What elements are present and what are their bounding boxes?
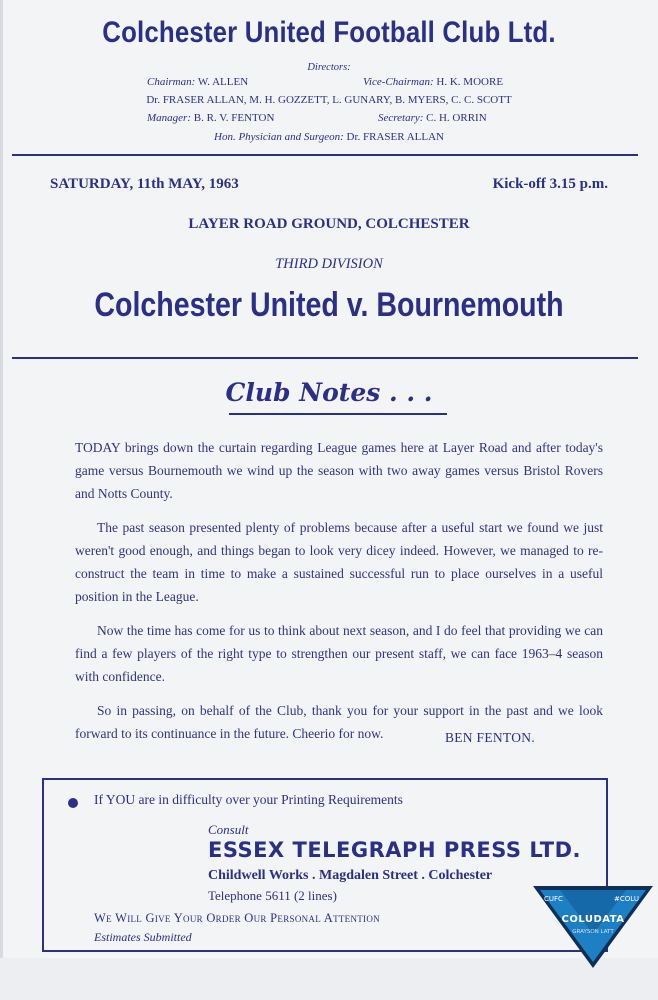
advert-promise: We Will Give Your Order Our Personal Attention xyxy=(94,911,380,925)
printing-advert xyxy=(42,778,608,952)
chairman-line xyxy=(147,76,248,88)
manager-name: B. R. V. FENTON xyxy=(193,112,275,124)
page-edge xyxy=(0,0,3,1000)
advert-company: ESSEX TELEGRAPH PRESS LTD. xyxy=(208,838,581,862)
coludata-logo-icon xyxy=(530,882,656,970)
logo-text-name: COLUDATA xyxy=(561,914,625,925)
directors-label: Directors: xyxy=(307,62,351,73)
secretary-label: Secretary: xyxy=(378,112,424,124)
club-notes-body xyxy=(75,436,603,756)
vice-chairman-name: H. K. MOORE xyxy=(436,76,504,88)
logo-text-colu: #COLU xyxy=(614,895,639,903)
logo-text-cufc: CUFC xyxy=(544,895,563,903)
advert-consult: Consult xyxy=(208,822,249,837)
vice-chairman-label: Vice-Chairman: xyxy=(363,76,434,88)
manager-label: Manager: xyxy=(147,112,191,124)
division-label: THIRD DIVISION xyxy=(275,256,383,272)
secretary-line xyxy=(378,112,487,124)
secretary-name: C. H. ORRIN xyxy=(426,112,487,124)
club-title: Colchester United Football Club Ltd. xyxy=(102,16,556,49)
board-members: Dr. FRASER ALLAN, M. H. GOZZETT, L. GUNARY, B. MYERS, C. C. SCOTT xyxy=(146,94,512,106)
notes-paragraph: So in passing, on behalf of the Club, thank you for your support in the past and we look forward to its continuance in the future. Cheerio for now. xyxy=(75,703,603,741)
vice-chairman-line xyxy=(363,76,503,88)
bullet-icon xyxy=(68,798,78,808)
physician-label: Hon. Physician and Surgeon: xyxy=(214,131,344,143)
fixture-title: Colchester United v. Bournemouth xyxy=(94,286,564,324)
logo-text-subtitle: GRAYSON LATT xyxy=(572,929,614,935)
header-rule xyxy=(12,154,638,156)
advert-lead: If YOU are in difficulty over your Printing Requirements xyxy=(94,792,403,807)
manager-line xyxy=(147,112,274,124)
ground-name: LAYER ROAD GROUND, COLCHESTER xyxy=(188,216,470,232)
notes-paragraph: The past season presented plenty of problems because after a useful start we found we just weren't good enough, and things began to look very dicey indeed. However, we managed to re-construct the team in time to make a sustained successful run to place ourselves in a useful position in the League. xyxy=(75,520,603,604)
notes-paragraph: TODAY brings down the curtain regarding League games here at Layer Road and after today's game versus Bournemouth we wind up the season with two away games versus Bristol Rovers and Notts County. xyxy=(75,440,603,501)
advert-estimates: Estimates Submitted xyxy=(94,930,192,944)
chairman-label: Chairman: xyxy=(147,76,196,88)
physician-name: Dr. FRASER ALLAN xyxy=(346,131,444,143)
advert-address: Childwell Works . Magdalen Street . Colchester xyxy=(208,868,493,883)
club-notes-underline xyxy=(229,413,447,415)
club-notes-heading: Club Notes . . . xyxy=(225,378,433,407)
physician-line xyxy=(0,131,658,143)
kickoff-time: Kick-off 3.15 p.m. xyxy=(492,176,608,192)
match-date: SATURDAY, 11th MAY, 1963 xyxy=(50,176,239,192)
fixture-rule xyxy=(12,357,638,359)
notes-paragraph: Now the time has come for us to think about next season, and I do feel that providing we can find a few players of the right type to strengthen our present staff, we can face 1963–4 season with confidence. xyxy=(75,623,603,684)
notes-author: BEN FENTON. xyxy=(444,730,535,745)
chairman-name: W. ALLEN xyxy=(197,76,249,88)
advert-phone: Telephone 5611 (2 lines) xyxy=(208,888,337,903)
